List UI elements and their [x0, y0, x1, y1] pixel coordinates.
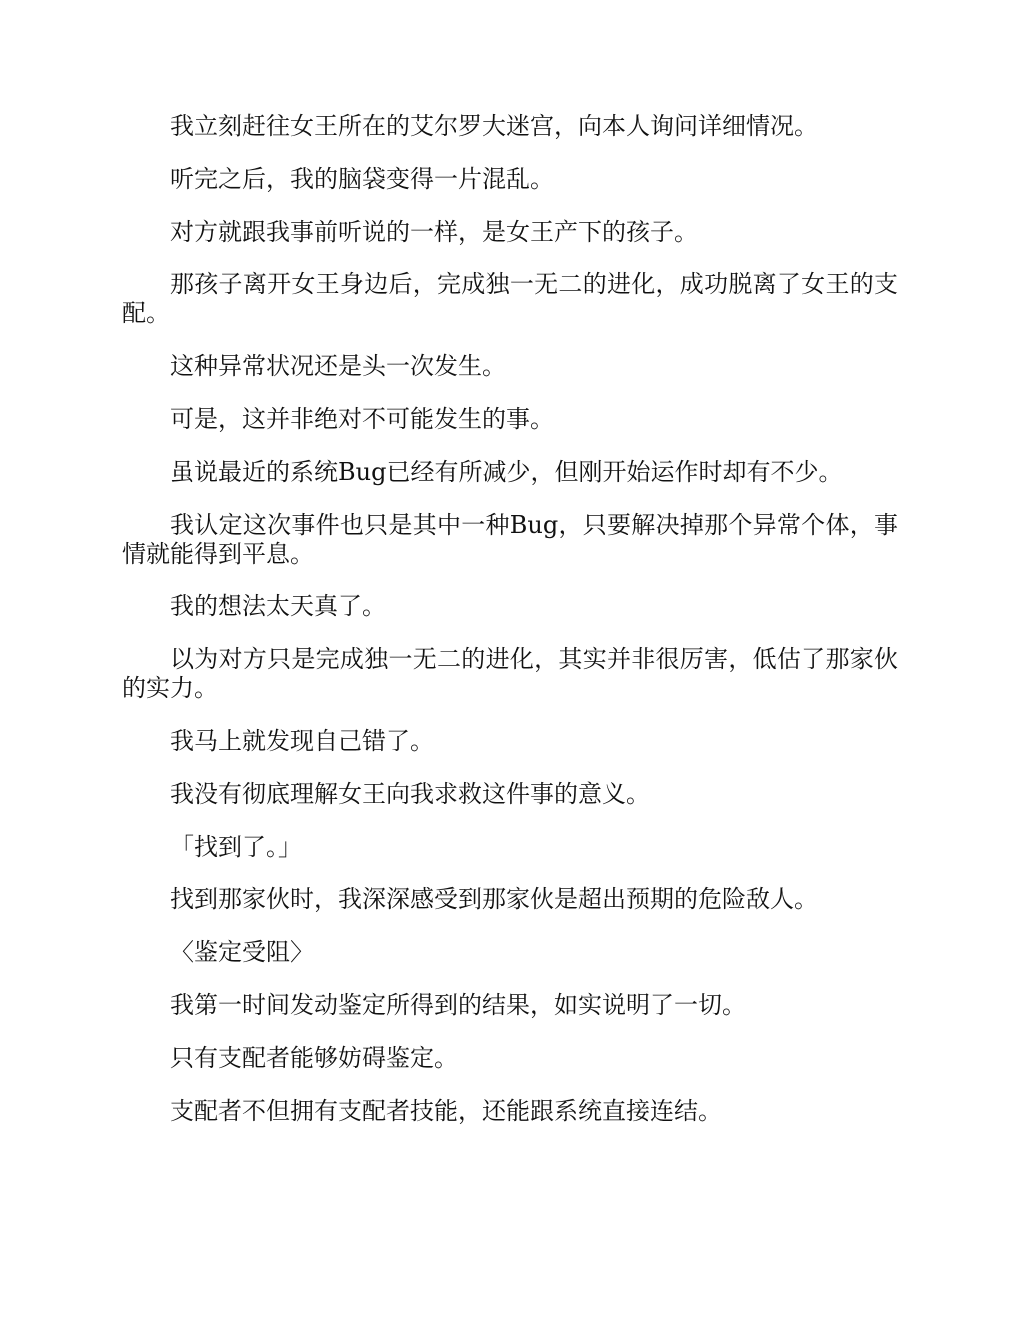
paragraph-8: 我认定这次事件也只是其中一种Bug，只要解决掉那个异常个体，事情就能得到平息。: [122, 510, 898, 568]
paragraph-14: 找到那家伙时，我深深感受到那家伙是超出预期的危险敌人。: [170, 885, 818, 914]
system-message-line: 〈鉴定受阻〉: [170, 938, 314, 967]
paragraph-4: 那孩子离开女王身边后，完成独一无二的进化，成功脱离了女王的支配。: [122, 270, 898, 328]
paragraph-3: 对方就跟我事前听说的一样，是女王产下的孩子。: [170, 217, 698, 246]
document-page: [122, 112, 898, 1149]
paragraph-11: 我马上就发现自己错了。: [170, 726, 434, 755]
paragraph-1: 我立刻赶往女王所在的艾尔罗大迷宫，向本人询问详细情况。: [170, 112, 818, 140]
paragraph-17: 只有支配者能够妨碍鉴定。: [170, 1043, 458, 1072]
paragraph-16: 我第一时间发动鉴定所得到的结果，如实说明了一切。: [170, 990, 746, 1019]
paragraph-18: 支配者不但拥有支配者技能，还能跟系统直接连结。: [170, 1096, 722, 1125]
paragraph-7: 虽说最近的系统Bug已经有所减少，但刚开始运作时却有不少。: [170, 457, 843, 486]
paragraph-9: 我的想法太天真了。: [170, 592, 386, 621]
paragraph-12: 我没有彻底理解女王向我求救这件事的意义。: [170, 779, 650, 808]
dialogue-line: 「找到了。」: [170, 832, 302, 861]
paragraph-10: 以为对方只是完成独一无二的进化，其实并非很厉害，低估了那家伙的实力。: [122, 645, 898, 703]
paragraph-5: 这种异常状况还是头一次发生。: [170, 352, 506, 381]
paragraph-6: 可是，这并非绝对不可能发生的事。: [170, 404, 554, 433]
paragraph-2: 听完之后，我的脑袋变得一片混乱。: [170, 164, 554, 193]
